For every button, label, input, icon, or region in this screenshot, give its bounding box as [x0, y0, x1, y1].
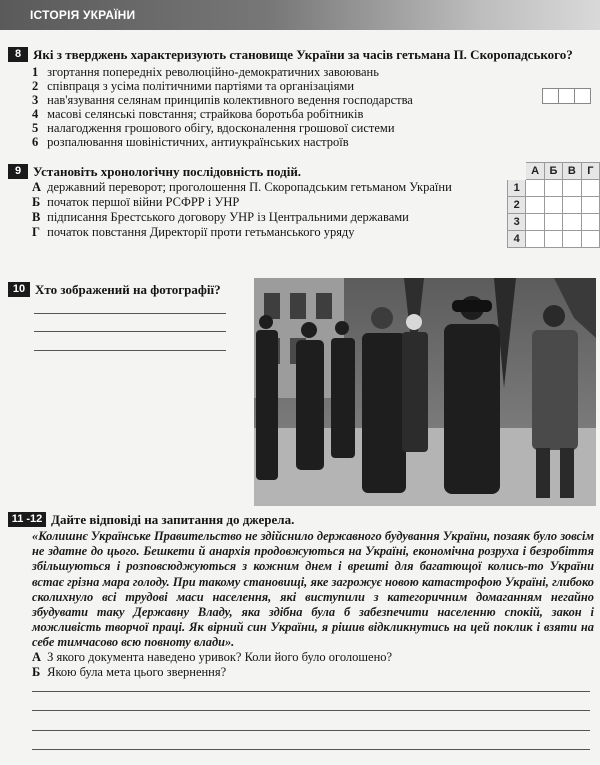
grid-cell[interactable] — [581, 197, 599, 214]
answer-line[interactable] — [34, 350, 226, 351]
source-quote: «Колишнє Українське Правительство не здійснило державного будування України, позаяк було зовсім не здатне до цього. Бешкети й анархія продовжуються на Україні, економічна розруха і безробіття збільшуються і розповсюджуються з кожним днем і врешті для багатющої колись-то України встає грізна мара голоду. При такому становищі, яке загрожує новою катастрофою Україні, глибоко сколихнуло всі трудові маси населення, які виступили з категоричним домаганням негайно збудувати таку Державну Владу, яка здібна була б забезпечити населенню спокій, закон і можливість творчої праці. Як вірний син України, я рішив відкликнутись на цей поклик і взяти на себе тимчасово всю повноту влади». — [32, 529, 594, 650]
grid-corner — [508, 163, 526, 180]
grid-cell[interactable] — [544, 180, 562, 197]
question-10-title: Хто зображений на фотографії? — [35, 282, 221, 297]
q8-answer-box-1[interactable] — [542, 88, 559, 104]
grid-cell[interactable] — [563, 214, 581, 231]
q8-option-number: 6 — [32, 135, 39, 149]
q8-answer-boxes — [542, 88, 590, 104]
q9-option-b — [32, 195, 239, 210]
q8-answer-box-2[interactable] — [558, 88, 575, 104]
grid-col-header: В — [563, 163, 581, 180]
q8-option-text: співпраця з усіма політичними партіями та організаціями — [47, 79, 355, 93]
header-title: ІСТОРІЯ УКРАЇНИ — [30, 8, 136, 22]
q9-option-a — [32, 180, 452, 195]
q8-option-1 — [32, 65, 379, 80]
q9-option-g — [32, 225, 355, 240]
answer-line[interactable] — [32, 710, 590, 711]
q8-option-text: згортання попередніх революційно-демократичних завоювань — [47, 65, 379, 79]
question-9-number: 9 — [8, 164, 28, 179]
grid-col-header: Б — [544, 163, 562, 180]
grid-row-header: 2 — [508, 197, 526, 214]
q9-option-text: початок повстання Директорії проти гетьманського уряду — [47, 225, 355, 239]
q9-option-v — [32, 210, 409, 225]
q11-question-text: З якого документа наведено уривок? Коли його було оголошено? — [47, 650, 393, 664]
grid-cell[interactable] — [581, 214, 599, 231]
grid-cell[interactable] — [526, 214, 544, 231]
q8-option-2 — [32, 79, 354, 94]
question-9-title: Установіть хронологічну послідовність подій. — [33, 164, 302, 179]
grid-cell[interactable] — [581, 180, 599, 197]
grid-col-header: Г — [581, 163, 599, 180]
q9-option-letter: А — [32, 180, 42, 194]
q8-option-3 — [32, 93, 413, 108]
q9-option-letter: В — [32, 210, 41, 224]
grid-row-header: 1 — [508, 180, 526, 197]
q9-option-text: державний переворот; проголошення П. Скоропадським гетьманом України — [47, 180, 452, 194]
q9-option-text: початок першої війни РСФРР і УНР — [47, 195, 240, 209]
question-11-12-number: 11 -12 — [8, 512, 46, 527]
q11-question-letter: Б — [32, 665, 41, 679]
grid-cell[interactable] — [526, 231, 544, 248]
photo-illustration — [254, 278, 596, 506]
q8-option-5 — [32, 121, 395, 136]
q8-option-text: нав'язування селянам принципів колективного ведення господарства — [47, 93, 413, 107]
question-8-title: Які з тверджень характеризують становище України за часів гетьмана П. Скоропадського? — [33, 47, 573, 62]
q9-option-letter: Б — [32, 195, 41, 209]
q8-option-number: 3 — [32, 93, 39, 107]
page-header — [0, 0, 600, 30]
grid-row-header: 3 — [508, 214, 526, 231]
grid-col-header: А — [526, 163, 544, 180]
q8-option-number: 5 — [32, 121, 39, 135]
q8-option-text: розпалювання шовіністичних, антиукраїнських настроїв — [47, 135, 349, 149]
q8-option-number: 1 — [32, 65, 39, 79]
answer-line[interactable] — [32, 691, 590, 692]
q8-option-text: налагодження грошового обігу, вдосконалення грошової системи — [47, 121, 395, 135]
grid-row-header: 4 — [508, 231, 526, 248]
q9-answer-grid — [507, 162, 600, 248]
q11-question-letter: А — [32, 650, 42, 664]
q11-question-b — [32, 665, 226, 680]
grid-cell[interactable] — [544, 214, 562, 231]
answer-line[interactable] — [32, 749, 590, 750]
grid-cell[interactable] — [526, 180, 544, 197]
answer-line[interactable] — [34, 313, 226, 314]
grid-cell[interactable] — [581, 231, 599, 248]
grid-cell[interactable] — [563, 231, 581, 248]
q8-option-text: масові селянські повстання; страйкова боротьба робітників — [47, 107, 364, 121]
grid-cell[interactable] — [544, 231, 562, 248]
answer-line[interactable] — [32, 730, 590, 731]
question-8-number: 8 — [8, 47, 28, 62]
question-11-12-title: Дайте відповіді на запитання до джерела. — [51, 512, 295, 527]
q8-option-4 — [32, 107, 363, 122]
q11-question-a — [32, 650, 392, 665]
q8-option-number: 2 — [32, 79, 39, 93]
q9-option-letter: Г — [32, 225, 40, 239]
q11-question-text: Якою була мета цього звернення? — [47, 665, 227, 679]
historical-photograph — [254, 278, 596, 506]
question-10-number: 10 — [8, 282, 30, 297]
grid-cell[interactable] — [544, 197, 562, 214]
grid-cell[interactable] — [563, 197, 581, 214]
q8-answer-box-3[interactable] — [574, 88, 591, 104]
q8-option-6 — [32, 135, 349, 150]
grid-cell[interactable] — [563, 180, 581, 197]
q8-option-number: 4 — [32, 107, 39, 121]
answer-line[interactable] — [34, 331, 226, 332]
q9-option-text: підписання Брестського договору УНР із Центральними державами — [47, 210, 409, 224]
grid-cell[interactable] — [526, 197, 544, 214]
